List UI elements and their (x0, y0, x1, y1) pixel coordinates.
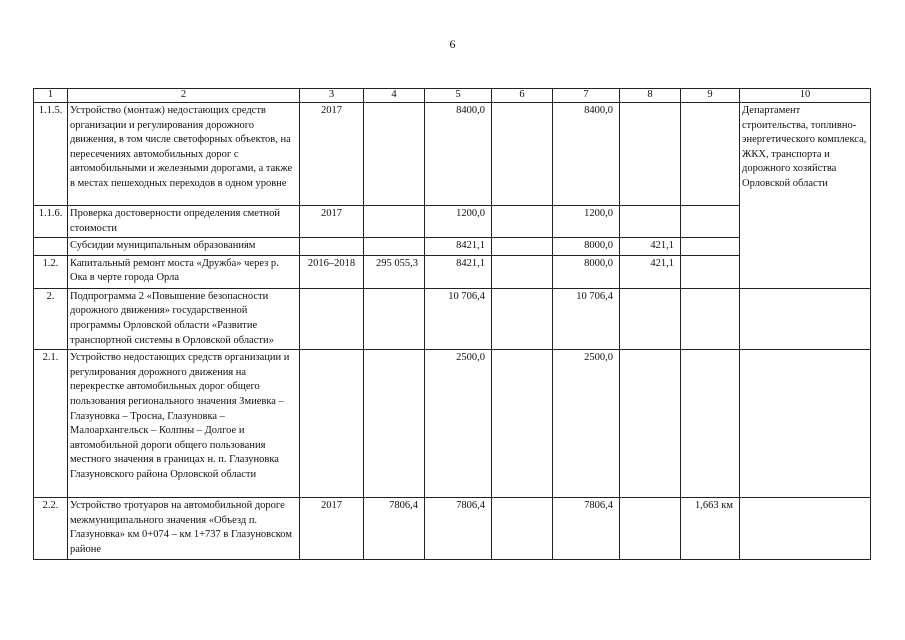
row-year (300, 238, 364, 256)
row-col8 (620, 103, 681, 206)
row-col6 (492, 255, 553, 288)
row-col4: 7806,4 (364, 498, 425, 559)
row-col8 (620, 288, 681, 349)
row-col4 (364, 238, 425, 256)
row-col7: 8400,0 (553, 103, 620, 206)
row-col7: 7806,4 (553, 498, 620, 559)
row-number: 1.1.5. (34, 103, 68, 206)
row-number: 1.1.6. (34, 206, 68, 238)
row-col7: 8000,0 (553, 255, 620, 288)
header-cell: 8 (620, 89, 681, 103)
row-col9 (681, 350, 740, 498)
row-number: 2. (34, 288, 68, 349)
page-number: 6 (449, 37, 456, 51)
row-col9 (681, 288, 740, 349)
row-col5: 8421,1 (425, 255, 492, 288)
empty-cell (740, 498, 871, 559)
header-cell: 7 (553, 89, 620, 103)
row-col8: 421,1 (620, 255, 681, 288)
row-col6 (492, 350, 553, 498)
table-row (34, 350, 871, 498)
row-col6 (492, 103, 553, 206)
row-year (300, 350, 364, 498)
row-col6 (492, 288, 553, 349)
row-col7: 1200,0 (553, 206, 620, 238)
row-col6 (492, 238, 553, 256)
header-cell: 9 (681, 89, 740, 103)
row-col5: 7806,4 (425, 498, 492, 559)
row-year: 2016–2018 (300, 255, 364, 288)
row-description: Подпрограмма 2 «Повышение безопасности дорожного движения» государственной программы Орловской области «Развитие транспортной системы в Орловской области» (68, 288, 300, 349)
row-col4 (364, 103, 425, 206)
row-col9 (681, 103, 740, 206)
row-number: 2.2. (34, 498, 68, 559)
row-description: Устройство тротуаров на автомобильной дороге межмуниципального значения «Объезд п. Глазуновка» км 0+074 – км 1+737 в Глазуновском районе (68, 498, 300, 559)
row-col5: 10 706,4 (425, 288, 492, 349)
row-number: 2.1. (34, 350, 68, 498)
row-number: 1.2. (34, 255, 68, 288)
row-col8 (620, 206, 681, 238)
row-col9 (681, 206, 740, 238)
row-description: Устройство (монтаж) недостающих средств организации и регулирования дорожного движения, в том числе светофорных объектов, на пересечениях автомобильных дорог с автомобильными и железными дорогами, а также в местах пешеходных переходов в одном уровне (68, 103, 300, 206)
row-description: Проверка достоверности определения сметной стоимости (68, 206, 300, 238)
table-row (34, 498, 871, 559)
table-row (34, 103, 871, 206)
row-col5: 8421,1 (425, 238, 492, 256)
row-col8 (620, 350, 681, 498)
header-cell: 4 (364, 89, 425, 103)
row-col8: 421,1 (620, 238, 681, 256)
empty-cell (740, 288, 871, 349)
row-col8 (620, 498, 681, 559)
table-row (34, 288, 871, 349)
row-year: 2017 (300, 103, 364, 206)
row-col9: 1,663 км (681, 498, 740, 559)
header-cell: 10 (740, 89, 871, 103)
header-cell: 3 (300, 89, 364, 103)
header-row (34, 89, 871, 103)
row-description: Субсидии муниципальным образованиям (68, 238, 300, 256)
header-cell: 5 (425, 89, 492, 103)
row-col9 (681, 238, 740, 256)
row-col5: 8400,0 (425, 103, 492, 206)
row-col6 (492, 498, 553, 559)
empty-cell (740, 350, 871, 498)
row-description: Капитальный ремонт моста «Дружба» через р. Ока в черте города Орла (68, 255, 300, 288)
row-col4 (364, 350, 425, 498)
row-col7: 8000,0 (553, 238, 620, 256)
row-col4 (364, 288, 425, 349)
header-cell: 1 (34, 89, 68, 103)
row-year: 2017 (300, 206, 364, 238)
row-col4 (364, 206, 425, 238)
program-table (33, 88, 871, 560)
row-col9 (681, 255, 740, 288)
row-col6 (492, 206, 553, 238)
row-col7: 2500,0 (553, 350, 620, 498)
row-col7: 10 706,4 (553, 288, 620, 349)
row-description: Устройство недостающих средств организации и регулирования дорожного движения на перекрестке автомобильных дорог общего пользования регионального значения Змиевка – Глазуновка – Тросна, Глазуновка – Малоархангельск – Колпны – Долгое и автомобильной дороги общего пользования местного значения в границах н. п. Глазуновка Глазуновского района Орловской области (68, 350, 300, 498)
row-year: 2017 (300, 498, 364, 559)
responsible-department: Департамент строительства, топливно-энергетического комплекса, ЖКХ, транспорта и дорожного хозяйства Орловской области (740, 103, 871, 289)
row-col5: 1200,0 (425, 206, 492, 238)
row-col4: 295 055,3 (364, 255, 425, 288)
row-number (34, 238, 68, 256)
row-year (300, 288, 364, 349)
row-col5: 2500,0 (425, 350, 492, 498)
header-cell: 6 (492, 89, 553, 103)
header-cell: 2 (68, 89, 300, 103)
